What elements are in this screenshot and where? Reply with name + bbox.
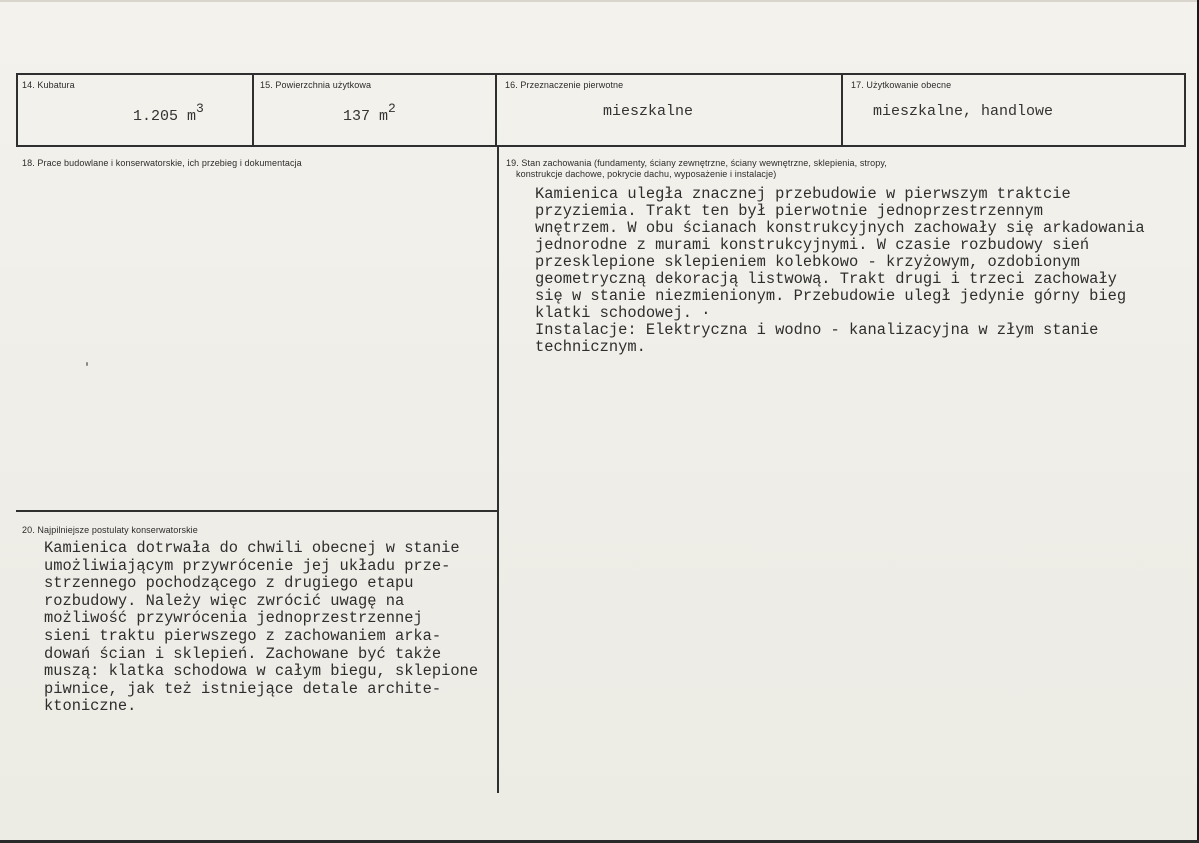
paper-speck: [86, 362, 88, 366]
stan-zachowania-label-line2: konstrukcje dachowe, pokrycie dachu, wyposażenie i instalacje): [516, 169, 777, 179]
stan-zachowania-label-line1: 19. Stan zachowania (fundamenty, ściany zewnętrzne, ściany wewnętrzne, sklepienia, stropy,: [506, 158, 887, 168]
przeznaczenie-value: mieszkalne: [603, 103, 694, 120]
top-rule: [16, 73, 1186, 75]
powierzchnia-value: [343, 103, 396, 125]
left-border: [16, 73, 18, 147]
przeznaczenie-label: 16. Przeznaczenie pierwotne: [505, 80, 624, 90]
kubatura-label: 14. Kubatura: [22, 80, 75, 90]
kubatura-value: [133, 103, 204, 125]
stan-zachowania-text: Kamienica uległa znacznej przebudowie w pierwszym traktcie przyziemia. Trakt ten był pierwotnie jednoprzestrzennym wnętrzem. W obu ścianach konstrukcyjnych zachowały się arkadowania jednorodne z murami konstrukcyjnymi. W czasie rozbudowy sień przesklepione sklepieniem kolebkowo - krzyżowym, ozdobionym geometryczną dekoracją listwową. Trakt drugi i trzeci zachowały się w stanie niezmienionym. Przebudowie uległ jedynie górny bieg klatki schodowej. · Instalacje: Elektryczna i wodno - kanalizacyjna w złym stanie technicznym.: [535, 185, 1145, 356]
kubatura-number: 1.205 m: [133, 108, 197, 125]
kubatura-exponent: 3: [196, 101, 204, 116]
card-top-edge: [0, 0, 1199, 2]
main-vertical-divider: [497, 145, 499, 793]
uzytkowanie-value: mieszkalne, handlowe: [873, 103, 1054, 120]
prace-budowlane-label: 18. Prace budowlane i konserwatorskie, ich przebieg i dokumentacja: [22, 158, 302, 168]
postulaty-text: Kamienica dotrwała do chwili obecnej w stanie umożliwiającym przywrócenie jej układu prze- strzennego pochodzącego z drugiego etapu rozbudowy. Należy więc zwrócić uwagę na możliwość przywrócenia jednoprzestrzennej sieni traktu pierwszego z zachowaniem arka- dowań ścian i sklepień. Zachowane być także muszą: klatka schodowa w całym biegu, sklepione piwnice, jak też istniejące detale archite- ktoniczne.: [44, 539, 479, 716]
divider-16-17: [841, 73, 843, 147]
right-border-top-row: [1184, 73, 1186, 147]
divider-14-15: [252, 73, 254, 147]
uzytkowanie-label: 17. Użytkowanie obecne: [851, 80, 952, 90]
postulaty-label: 20. Najpilniejsze postulaty konserwatorskie: [22, 525, 198, 535]
powierzchnia-exponent: 2: [388, 101, 396, 116]
powierzchnia-label: 15. Powierzchnia użytkowa: [260, 80, 372, 90]
rule-18-20: [16, 510, 498, 512]
powierzchnia-number: 137 m: [343, 108, 389, 125]
divider-15-16: [495, 73, 497, 147]
rule-below-top-row: [16, 145, 1186, 147]
